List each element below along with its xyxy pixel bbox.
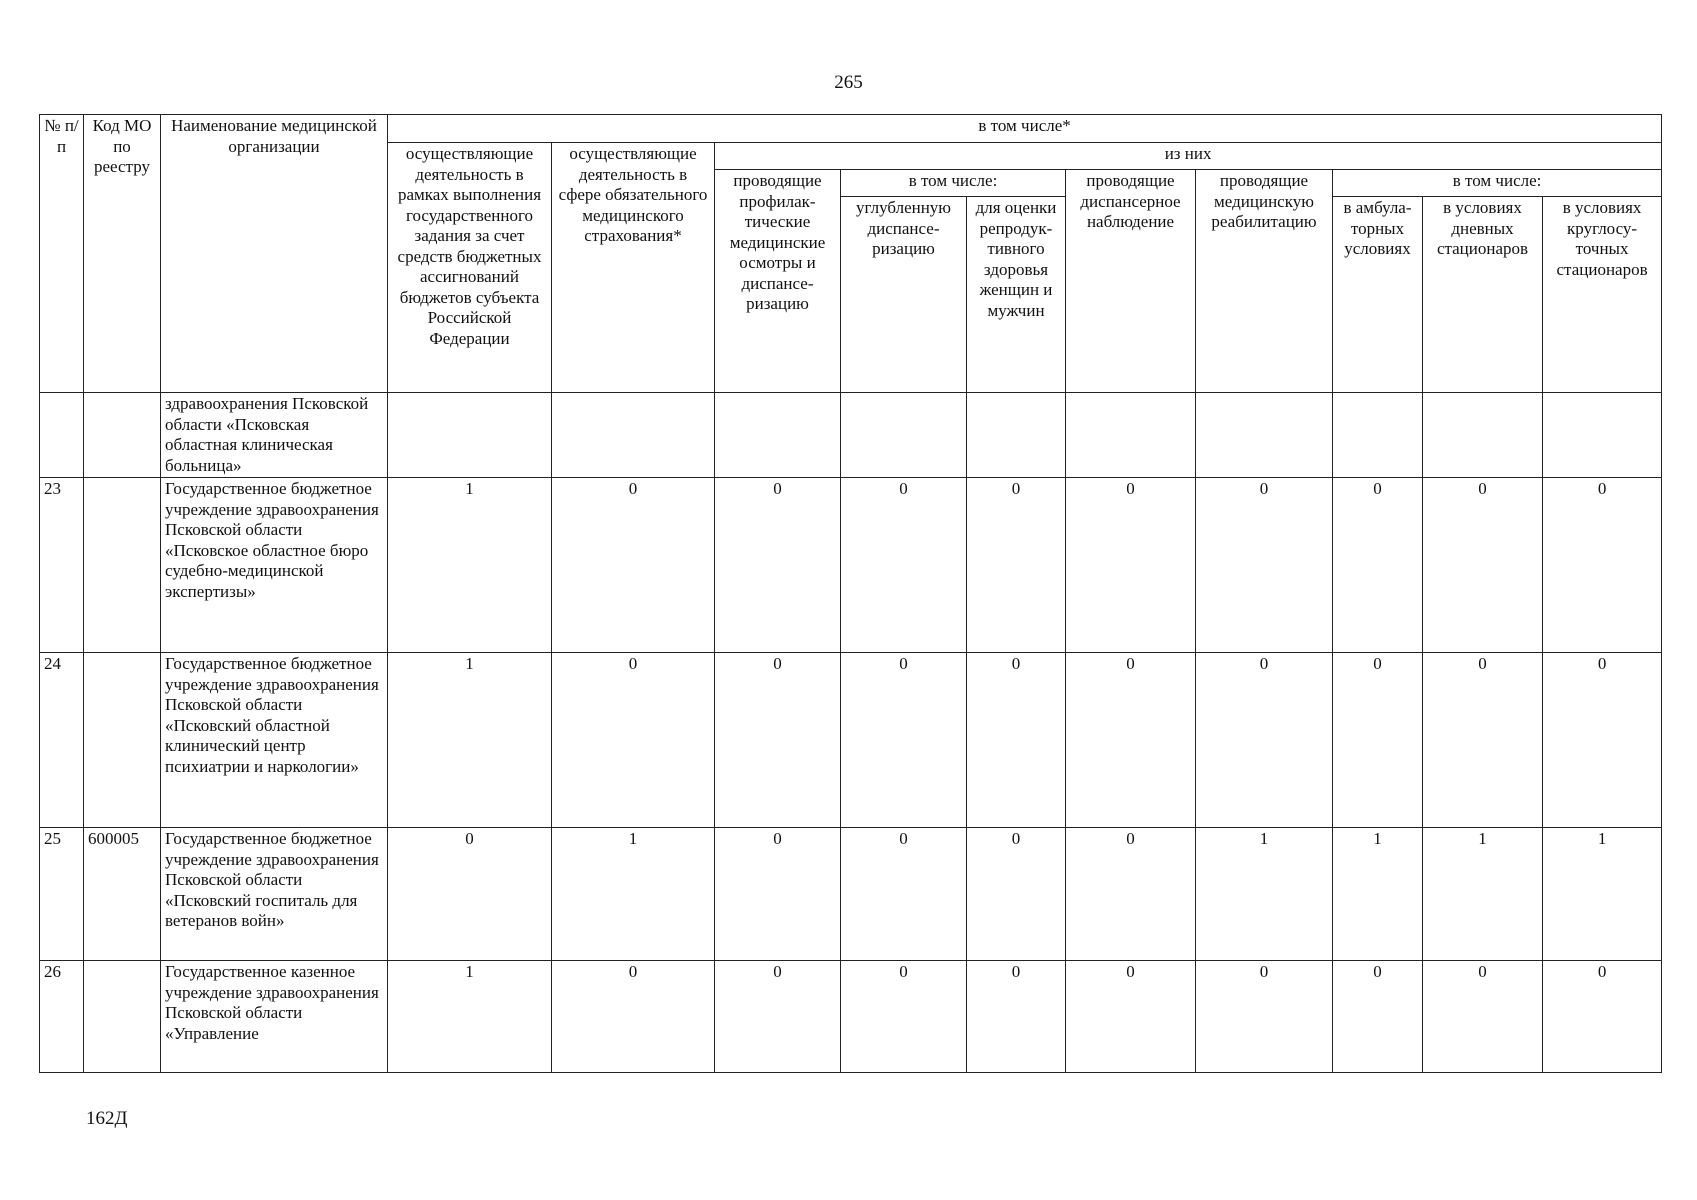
cell-oms: 0 — [552, 961, 715, 1073]
table-row — [40, 828, 1662, 961]
row-num: 23 — [40, 478, 84, 653]
cell-prophylactic — [715, 393, 841, 478]
cell-reproductive: 0 — [967, 961, 1066, 1073]
cell-ambulatory: 0 — [1333, 478, 1423, 653]
cell-day-hospital: 0 — [1423, 653, 1543, 828]
cell-oms: 0 — [552, 478, 715, 653]
cell-day-hospital: 0 — [1423, 961, 1543, 1073]
header-including-3: в том числе: — [1333, 170, 1662, 197]
cell-rehabilitation: 0 — [1196, 961, 1333, 1073]
cell-rehabilitation: 1 — [1196, 828, 1333, 961]
cell-deep-dispensary: 0 — [841, 961, 967, 1073]
header-reproductive: для оценки репродук-тивного здоровья женщин и мужчин — [967, 197, 1066, 393]
header-round-hospital: в условиях круглосу-точных стационаров — [1543, 197, 1662, 393]
cell-round-hospital: 0 — [1543, 478, 1662, 653]
cell-reproductive: 0 — [967, 828, 1066, 961]
row-name: Государственное бюджетное учреждение здравоохранения Псковской области «Псковское областное бюро судебно-медицинской экспертизы» — [161, 478, 388, 653]
footer-code: 162Д — [86, 1108, 128, 1129]
row-num: 25 — [40, 828, 84, 961]
header-including: в том числе* — [388, 115, 1662, 143]
header-prophylactic: проводящие профилак-тические медицинские осмотры и диспансе-ризацию — [715, 170, 841, 393]
row-code — [84, 961, 161, 1073]
header-ambulatory: в амбула-торных условиях — [1333, 197, 1423, 393]
table-row — [40, 478, 1662, 653]
cell-deep-dispensary: 0 — [841, 653, 967, 828]
cell-prophylactic: 0 — [715, 653, 841, 828]
header-including-2: в том числе: — [841, 170, 1066, 197]
row-num — [40, 393, 84, 478]
header-day-hospital: в условиях дневных стационаров — [1423, 197, 1543, 393]
cell-round-hospital: 0 — [1543, 653, 1662, 828]
header-of-them: из них — [715, 143, 1662, 170]
cell-oms: 0 — [552, 653, 715, 828]
cell-prophylactic: 0 — [715, 961, 841, 1073]
cell-state-task: 1 — [388, 653, 552, 828]
cell-state-task — [388, 393, 552, 478]
cell-ambulatory: 0 — [1333, 961, 1423, 1073]
cell-prophylactic: 0 — [715, 828, 841, 961]
cell-deep-dispensary: 0 — [841, 478, 967, 653]
header-code: Код МО по реестру — [84, 115, 161, 393]
cell-day-hospital: 1 — [1423, 828, 1543, 961]
cell-round-hospital: 1 — [1543, 828, 1662, 961]
row-name: Государственное бюджетное учреждение здравоохранения Псковской области «Псковский госпиталь для ветеранов войн» — [161, 828, 388, 961]
cell-oms — [552, 393, 715, 478]
header-dispensary: проводящие диспансерное наблюдение — [1066, 170, 1196, 393]
cell-ambulatory: 1 — [1333, 828, 1423, 961]
row-code — [84, 393, 161, 478]
header-rehabilitation: проводящие медицинскую реабилитацию — [1196, 170, 1333, 393]
header-state-task: осуществляющие деятельность в рамках выполнения государственного задания за счет средств бюджетных ассигнований бюджетов субъекта Российской Федерации — [388, 143, 552, 393]
table-row — [40, 653, 1662, 828]
row-num: 24 — [40, 653, 84, 828]
table-body — [40, 393, 1662, 1073]
cell-round-hospital: 0 — [1543, 961, 1662, 1073]
header-oms: осуществляющие деятельность в сфере обязательного медицинского страхования* — [552, 143, 715, 393]
row-name: Государственное бюджетное учреждение здравоохранения Псковской области «Псковский областной клинический центр психиатрии и наркологии» — [161, 653, 388, 828]
cell-dispensary: 0 — [1066, 961, 1196, 1073]
cell-state-task: 0 — [388, 828, 552, 961]
cell-rehabilitation: 0 — [1196, 478, 1333, 653]
registry-table — [39, 114, 1662, 1073]
header-deep-dispensary: углубленную диспансе-ризацию — [841, 197, 967, 393]
cell-state-task: 1 — [388, 961, 552, 1073]
cell-day-hospital: 0 — [1423, 478, 1543, 653]
cell-reproductive: 0 — [967, 653, 1066, 828]
registry-table-wrap — [39, 114, 1661, 1073]
row-code — [84, 653, 161, 828]
cell-state-task: 1 — [388, 478, 552, 653]
cell-rehabilitation: 0 — [1196, 653, 1333, 828]
row-code — [84, 478, 161, 653]
cell-deep-dispensary — [841, 393, 967, 478]
cell-reproductive: 0 — [967, 478, 1066, 653]
cell-deep-dispensary: 0 — [841, 828, 967, 961]
cell-reproductive — [967, 393, 1066, 478]
table-row — [40, 961, 1662, 1073]
cell-prophylactic: 0 — [715, 478, 841, 653]
cell-dispensary: 0 — [1066, 828, 1196, 961]
cell-dispensary: 0 — [1066, 478, 1196, 653]
cell-ambulatory: 0 — [1333, 653, 1423, 828]
cell-round-hospital — [1543, 393, 1662, 478]
row-num: 26 — [40, 961, 84, 1073]
header-num: № п/п — [40, 115, 84, 393]
page-number: 265 — [834, 72, 863, 93]
cell-ambulatory — [1333, 393, 1423, 478]
row-name: Государственное казенное учреждение здравоохранения Псковской области «Управление — [161, 961, 388, 1073]
row-code: 600005 — [84, 828, 161, 961]
table-row — [40, 393, 1662, 478]
cell-dispensary: 0 — [1066, 653, 1196, 828]
row-name: здравоохранения Псковской области «Псковская областная клиническая больница» — [161, 393, 388, 478]
cell-oms: 1 — [552, 828, 715, 961]
table-header — [40, 115, 1662, 393]
cell-dispensary — [1066, 393, 1196, 478]
cell-day-hospital — [1423, 393, 1543, 478]
header-name: Наименование медицинской организации — [161, 115, 388, 393]
cell-rehabilitation — [1196, 393, 1333, 478]
